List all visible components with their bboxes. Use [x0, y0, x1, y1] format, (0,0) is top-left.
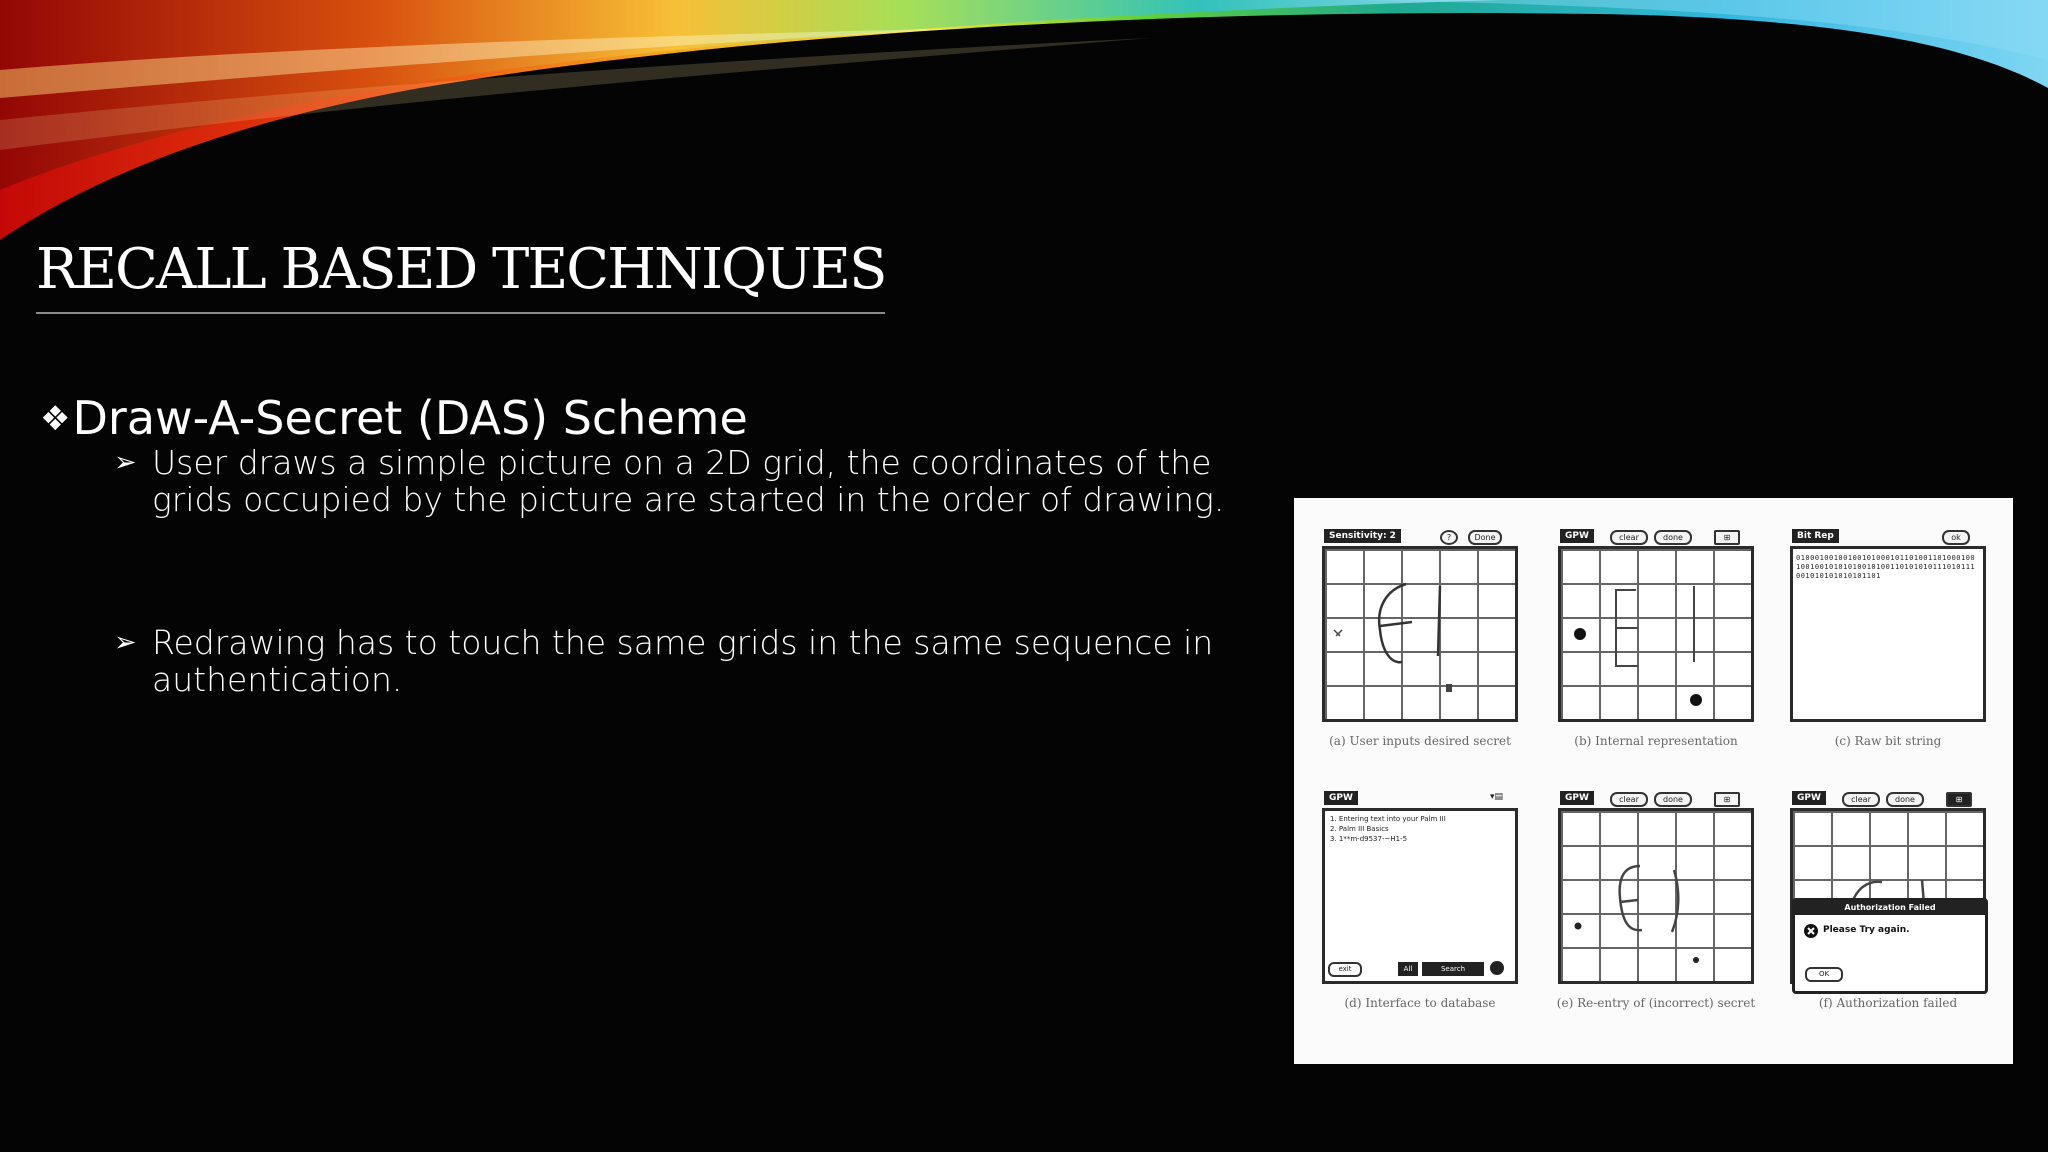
panel-e — [1558, 790, 1754, 982]
list-item: 1. Entering text into your Palm III — [1330, 815, 1446, 823]
clear-button: clear — [1610, 530, 1648, 545]
sub-bullet-2 — [114, 624, 1234, 698]
app-label: GPW — [1324, 791, 1358, 805]
main-bullet — [40, 390, 748, 447]
clear-button: clear — [1842, 792, 1880, 807]
panel-toolbar — [1558, 790, 1754, 806]
panel-toolbar — [1790, 528, 1986, 544]
grid-toggle-button: ⊞ — [1946, 792, 1972, 807]
caption-e: (e) Re-entry of (incorrect) secret — [1556, 996, 1756, 1010]
sub-bullet-1 — [114, 444, 1234, 518]
ok-button: ok — [1942, 530, 1970, 545]
arrow-bullet-icon: ➢ — [114, 627, 137, 658]
dialog-title: Authorization Failed — [1795, 901, 1985, 915]
panel-b — [1558, 528, 1754, 720]
app-label: GPW — [1792, 791, 1826, 805]
question-button: ? — [1440, 530, 1458, 545]
panel-c — [1790, 528, 1986, 720]
caption-d: (d) Interface to database — [1344, 996, 1496, 1010]
list-item: 2. Palm III Basics — [1330, 825, 1389, 833]
incorrect-secret-drawing — [1558, 808, 1754, 984]
dialog-ok-button: OK — [1805, 967, 1843, 982]
panel-a — [1322, 528, 1518, 720]
database-bottom-bar — [1326, 962, 1510, 976]
raw-bit-string: 0100010010010010100010110100110100010010010010101010010100110101010111010111001010101010101101 — [1796, 554, 1976, 580]
app-label: Sensitivity: 2 — [1324, 529, 1401, 543]
main-bullet-text: Draw-A-Secret (DAS) Scheme — [72, 391, 748, 445]
all-button: All — [1398, 962, 1418, 976]
panel-d — [1322, 790, 1518, 982]
panel-toolbar — [1322, 528, 1518, 544]
arrow-bullet-icon: ➢ — [114, 447, 137, 478]
decorative-rainbow-swoosh — [0, 0, 2048, 260]
panel-toolbar — [1558, 528, 1754, 544]
slide-title: RECALL BASED TECHNIQUES — [36, 232, 885, 314]
list-item: 3. 1**m-d9537-~H1-5 — [1330, 835, 1408, 843]
dropdown-arrow-icon: ▾▤ — [1490, 792, 1504, 802]
panel-f — [1790, 790, 1986, 982]
internal-representation-drawing — [1558, 546, 1754, 722]
database-list — [1330, 814, 1446, 844]
dialog-message: Please Try again. — [1823, 925, 1910, 935]
done-button: Done — [1468, 530, 1502, 545]
exit-button: exit — [1328, 962, 1362, 977]
diamond-bullet-icon: ❖ — [40, 399, 71, 439]
done-button: done — [1654, 792, 1692, 807]
grid-toggle-button: ⊞ — [1714, 530, 1740, 545]
app-label: GPW — [1560, 529, 1594, 543]
error-x-icon — [1803, 923, 1819, 939]
sub-bullet-text: Redrawing has to touch the same grids in the same sequence in authentication. — [152, 623, 1214, 699]
authorization-failed-dialog — [1792, 898, 1988, 994]
caption-b: (b) Internal representation — [1574, 734, 1738, 748]
app-label: Bit Rep — [1792, 529, 1839, 543]
caption-f: (f) Authorization failed — [1818, 996, 1958, 1010]
panel-toolbar — [1322, 790, 1518, 806]
scroll-icon — [1490, 961, 1504, 975]
sub-bullet-text: User draws a simple picture on a 2D grid, the coordinates of the grids occupied by the picture are started in the order of drawing. — [152, 443, 1225, 519]
done-button: done — [1654, 530, 1692, 545]
das-figure-image — [1294, 498, 2013, 1064]
caption-c: (c) Raw bit string — [1834, 734, 1942, 748]
app-label: GPW — [1560, 791, 1594, 805]
drawn-secret-figure — [1322, 546, 1518, 722]
panel-toolbar — [1790, 790, 1986, 806]
caption-a: (a) User inputs desired secret — [1329, 734, 1511, 748]
grid-toggle-button: ⊞ — [1714, 792, 1740, 807]
search-button: Search — [1422, 962, 1484, 976]
done-button: done — [1886, 792, 1924, 807]
clear-button: clear — [1610, 792, 1648, 807]
